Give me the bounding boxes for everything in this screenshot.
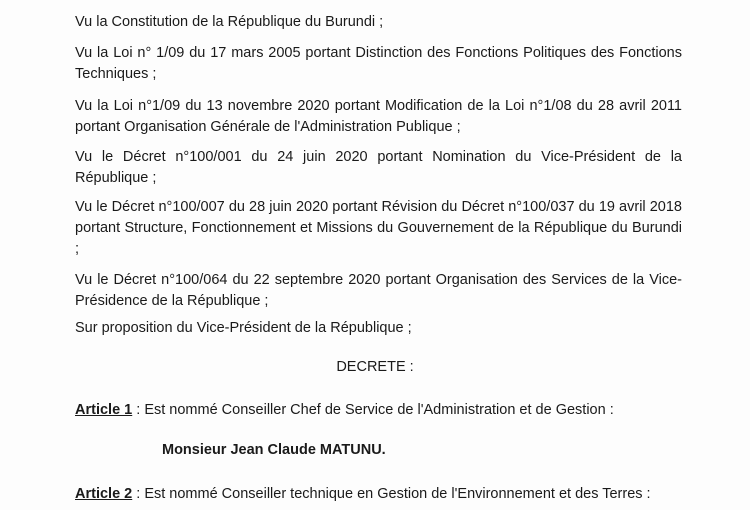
decrete-heading: DECRETE : (336, 359, 414, 375)
article-1 (75, 400, 682, 421)
considerant-constitution: Vu la Constitution de la République du Burundi ; (75, 14, 384, 30)
considerant-decret-007: Vu le Décret n°100/007 du 28 juin 2020 portant Révision du Décret n°100/037 du 19 avril 2018 portant Structure, Fonctionnement et Missions du Gouvernement de la République du Burundi ; (75, 199, 682, 257)
considerant-loi-2005: Vu la Loi n° 1/09 du 17 mars 2005 portant Distinction des Fonctions Politiques des Fonctions Techniques ; (75, 45, 682, 82)
considerant-loi-2020: Vu la Loi n°1/09 du 13 novembre 2020 portant Modification de la Loi n°1/08 du 28 avril 2011 portant Organisation Générale de l'Administration Publique ; (75, 98, 682, 135)
article-2 (75, 484, 682, 505)
article-2-label: Article 2 (75, 486, 133, 502)
article-2-text: : Est nommé Conseiller technique en Gestion de l'Environnement et des Terres : (132, 486, 651, 502)
considerant-decret-064: Vu le Décret n°100/064 du 22 septembre 2020 portant Organisation des Services de la Vice-Présidence de la République ; (75, 272, 682, 309)
article-1-text: : Est nommé Conseiller Chef de Service de l'Administration et de Gestion : (132, 402, 614, 418)
considerant-proposition: Sur proposition du Vice-Président de la République ; (75, 320, 412, 336)
considerant-decret-001: Vu le Décret n°100/001 du 24 juin 2020 portant Nomination du Vice-Président de la République ; (75, 149, 682, 186)
article-1-appointee: Monsieur Jean Claude MATUNU. (162, 442, 386, 458)
article-1-label: Article 1 (75, 402, 133, 418)
